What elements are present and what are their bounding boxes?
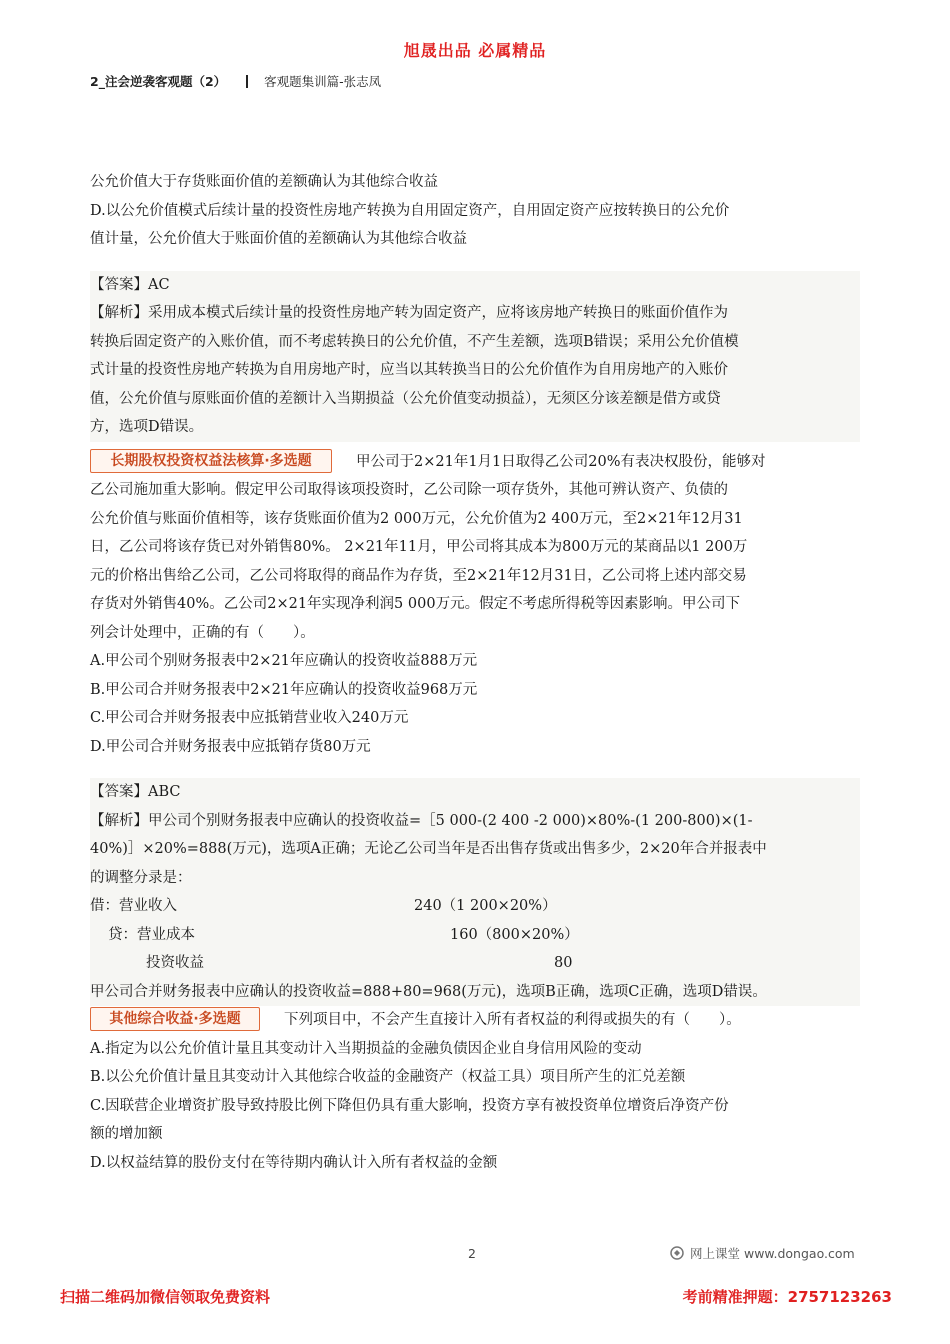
q2-category-tag: 长期股权投资权益法核算·多选题 — [90, 449, 332, 473]
q2-stem-line: 日，乙公司将该存货已对外销售80%。 2×21年11月，甲公司将其成本为800万元的某商品以1 200万 — [90, 539, 748, 555]
q3-option-b: B.以公允价值计量且其变动计入其他综合收益的金融资产（权益工具）项目所产生的汇兑差额 — [90, 1069, 686, 1085]
header-subtitle: 客观题集训篇-张志凤 — [264, 74, 382, 89]
q2-option-c: C.甲公司合并财务报表中应抵销营业收入240万元 — [90, 710, 409, 726]
q3-category-tag: 其他综合收益·多选题 — [90, 1007, 260, 1031]
q2-stem-line: 存货对外销售40%。乙公司2×21年实现净利润5 000万元。假定不考虑所得税等因素影响。甲公司下 — [90, 596, 741, 612]
q2-stem-text: 甲公司于2×21年1月1日取得乙公司20%有表决权股份，能够对 — [356, 453, 766, 470]
header-divider — [246, 75, 248, 88]
page-header — [90, 72, 381, 90]
q3-stem-text: 下列项目中，不会产生直接计入所有者权益的利得或损失的有（ ）。 — [284, 1012, 741, 1028]
journal-credit-line — [90, 921, 856, 950]
q2-option-b: B.甲公司合并财务报表中2×21年应确认的投资收益968万元 — [90, 681, 478, 698]
q1-option-d-line1: D.以公允价值模式后续计量的投资性房地产转换为自用固定资产，自用固定资产应按转换日的公允价 — [90, 202, 730, 219]
q2-stem-line: 公允价值与账面价值相等，该存货账面价值为2 000万元，公允价值为2 400万元，至2×21年12月31 — [90, 510, 743, 527]
q1-analysis-line: 值，公允价值与原账面价值的差额计入当期损益（公允价值变动损益），无须区分该差额是借方或贷 — [90, 390, 721, 407]
q3-option-c-line2: 额的增加额 — [90, 1126, 163, 1142]
q2-stem-line: 元的价格出售给乙公司，乙公司将取得的商品作为存货，至2×21年12月31日，乙公司将上述内部交易 — [90, 567, 747, 584]
footer-site — [670, 1244, 855, 1262]
journal-credit-amount: 160（800×20%） — [450, 926, 579, 943]
q1-analysis-line: 转换后固定资产的入账价值，而不考虑转换日的公允价值，不产生差额，选项B错误；采用公允价值模 — [90, 333, 739, 350]
journal-credit-label: 贷：营业成本 — [108, 926, 195, 943]
q3-option-a: A.指定为以公允价值计量且其变动计入当期损益的金融负债因企业自身信用风险的变动 — [90, 1040, 642, 1057]
q2-analysis-line: 的调整分录是： — [90, 869, 192, 886]
q2-analysis-line: 【解析】甲公司个别财务报表中应确认的投资收益=［5 000-(2 400 -2 000)×80%-(1 200-800)×(1- — [90, 812, 753, 829]
q1-answer-block — [90, 271, 860, 442]
q2-answer-block — [90, 778, 860, 1006]
q2-option-a: A.甲公司个别财务报表中2×21年应确认的投资收益888万元 — [90, 653, 478, 669]
q2-option-d: D.甲公司合并财务报表中应抵销存货80万元 — [90, 738, 371, 755]
q1-answer: 【答案】AC — [90, 276, 170, 293]
q2-stem-line: 列会计处理中，正确的有（ ）。 — [90, 624, 315, 641]
q1-analysis-line: 【解析】采用成本模式后续计量的投资性房地产转为固定资产，应将该房地产转换日的账面价值作为 — [90, 305, 728, 321]
spacer — [90, 254, 860, 271]
spacer — [90, 761, 860, 778]
journal-credit2-label: 投资收益 — [146, 955, 204, 971]
q1-continuation: 公允价值大于存货账面价值的差额确认为其他综合收益 — [90, 174, 438, 190]
q1-analysis-line: 式计量的投资性房地产转换为自用房地产时，应当以其转换当日的公允价值作为自用房地产的入账价 — [90, 362, 728, 378]
bottom-right-promo: 考前精准押题：2757123263 — [682, 1288, 892, 1306]
q3-option-d: D.以权益结算的股份支付在等待期内确认计入所有者权益的金额 — [90, 1154, 498, 1171]
page-content — [90, 168, 860, 1177]
q3-stem-line — [90, 1006, 860, 1035]
journal-credit2-amount: 80 — [554, 955, 573, 971]
page-number: 2 — [468, 1246, 476, 1261]
footer-site-text: 网上课堂 www.dongao.com — [690, 1246, 855, 1261]
q3-option-c-line1: C.因联营企业增资扩股导致持股比例下降但仍具有重大影响，投资方享有被投资单位增资后净资产份 — [90, 1097, 729, 1114]
q2-conclusion: 甲公司合并财务报表中应确认的投资收益=888+80=968(万元)，选项B正确，选项C正确，选项D错误。 — [90, 983, 767, 1000]
top-banner: 旭晟出品 必属精品 — [403, 41, 547, 60]
q2-stem-first-line — [90, 448, 860, 477]
journal-credit2-line — [90, 949, 856, 978]
journal-debit-amount: 240（1 200×20%） — [414, 898, 557, 914]
q1-analysis-line: 方，选项D错误。 — [90, 419, 204, 435]
journal-debit-label: 借：营业收入 — [90, 898, 177, 914]
bottom-left-promo: 扫描二维码加微信领取免费资料 — [60, 1288, 271, 1306]
q2-stem-line: 乙公司施加重大影响。假定甲公司取得该项投资时，乙公司除一项存货外，其他可辨认资产、负债的 — [90, 482, 728, 498]
q2-analysis-line: 40%)］×20%=888(万元)，选项A正确；无论乙公司当年是否出售存货或出售多少，2×20年合并报表中 — [90, 841, 767, 857]
dongao-logo-icon — [670, 1246, 684, 1260]
journal-debit-line — [90, 892, 856, 921]
q1-option-d-line2: 值计量，公允价值大于账面价值的差额确认为其他综合收益 — [90, 231, 467, 247]
q2-answer: 【答案】ABC — [90, 784, 181, 800]
header-course-title: 2_注会逆袭客观题（2） — [90, 74, 227, 89]
